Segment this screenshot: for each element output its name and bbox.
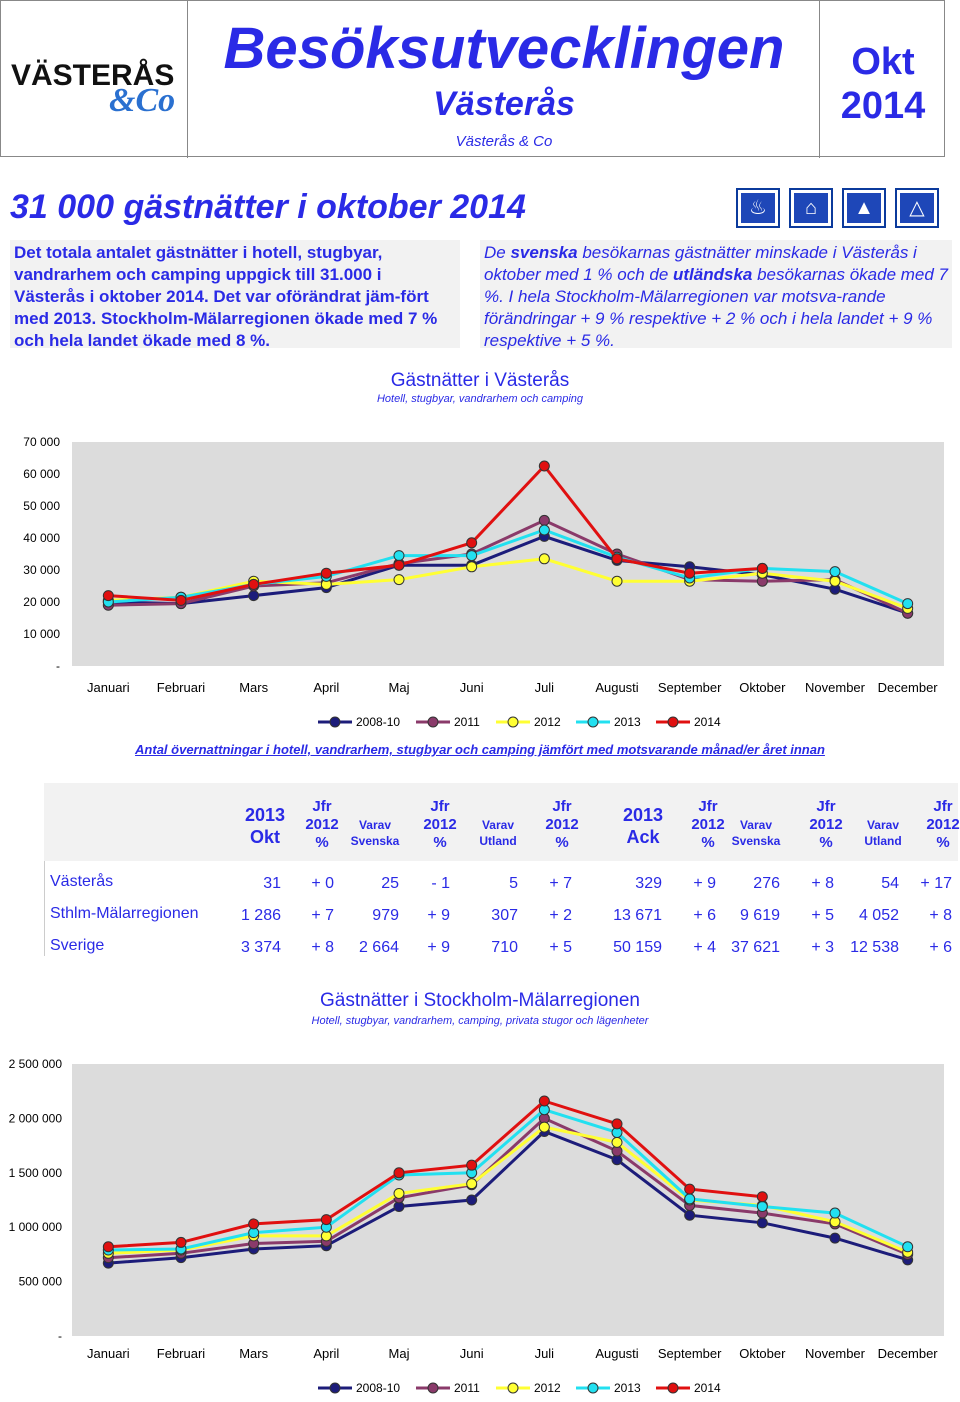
table-header-text: % bbox=[433, 834, 447, 851]
data-point bbox=[394, 551, 404, 561]
data-point bbox=[394, 575, 404, 585]
title-box bbox=[188, 1, 820, 158]
x-tick-label: April bbox=[313, 1346, 340, 1361]
data-point bbox=[103, 591, 113, 601]
period-month: Okt bbox=[851, 41, 915, 83]
y-tick-label: 1 500 000 bbox=[8, 1165, 62, 1180]
intro-left-text: Det totala antalet gästnätter i hotell, stugbyar, vandrarhem och camping uppgick till 31.000 i Västerås i oktober 2014. Det var oförändrat jäm-fört med 2013. Stockholm-Mälarregionen ökade med 7 % och hela landet ökade med 8 %. bbox=[10, 240, 460, 348]
table-cell: + 9 bbox=[693, 875, 716, 892]
table-row-label: Sverige bbox=[50, 937, 105, 954]
data-point bbox=[757, 1192, 767, 1202]
table-cell: - 1 bbox=[431, 875, 450, 892]
table-header-cell bbox=[716, 817, 796, 849]
x-tick-label: Augusti bbox=[595, 680, 639, 695]
table-header-text: % bbox=[315, 834, 329, 851]
data-point bbox=[685, 1210, 695, 1220]
x-tick-label: Juni bbox=[459, 1346, 484, 1361]
table-cell: 5 bbox=[509, 875, 518, 892]
logo-box bbox=[1, 1, 188, 158]
x-tick-label: Februari bbox=[156, 680, 206, 695]
legend-label: 2011 bbox=[454, 715, 480, 729]
x-tick-label: September bbox=[657, 680, 722, 695]
table-header-text: % bbox=[819, 834, 833, 851]
legend-label: 2008-10 bbox=[356, 1381, 401, 1395]
chart1-subtitle: Hotell, stugbyar, vandrarhem och camping bbox=[376, 393, 584, 405]
chart2-title: Gästnätter i Stockholm-Mälarregionen bbox=[320, 990, 640, 1011]
x-tick-label: December bbox=[877, 680, 938, 695]
table-cell: + 9 bbox=[427, 939, 450, 956]
x-tick-label: Juli bbox=[534, 680, 555, 695]
y-tick-label: 60 000 bbox=[23, 467, 60, 481]
legend-label: 2014 bbox=[694, 715, 721, 729]
table-header-text: Okt bbox=[249, 827, 280, 847]
table-cell: 710 bbox=[491, 939, 518, 956]
legend-marker bbox=[428, 717, 438, 727]
x-tick-label: November bbox=[805, 680, 865, 695]
table-cell: + 0 bbox=[311, 875, 334, 892]
plot-area bbox=[72, 442, 944, 666]
legend-label: 2014 bbox=[694, 1381, 721, 1395]
chart1-title: Gästnätter i Västerås bbox=[390, 370, 570, 391]
data-point bbox=[539, 525, 549, 535]
chart2-subtitle: Hotell, stugbyar, vandrarhem, camping, privata stugor och lägenheter bbox=[311, 1015, 649, 1027]
table-header-text: Varav bbox=[739, 818, 773, 832]
legend-marker bbox=[668, 1383, 678, 1393]
table-header-text: Svenska bbox=[350, 834, 400, 848]
data-point bbox=[394, 1188, 404, 1198]
data-point bbox=[830, 1233, 840, 1243]
data-point bbox=[757, 1218, 767, 1228]
data-point bbox=[612, 1137, 622, 1147]
data-point bbox=[249, 591, 259, 601]
table-header-text: 2012 bbox=[809, 816, 843, 833]
table-cell: 25 bbox=[381, 875, 399, 892]
table-header-text: Utland bbox=[479, 834, 517, 848]
table-cell: 9 619 bbox=[739, 907, 780, 924]
table-row-label: Västerås bbox=[50, 873, 114, 890]
data-point bbox=[467, 1179, 477, 1189]
legend-marker bbox=[330, 1383, 340, 1393]
y-tick-label: 40 000 bbox=[23, 531, 60, 545]
table-cell: + 6 bbox=[693, 907, 716, 924]
y-tick-label: 2 500 000 bbox=[8, 1057, 62, 1071]
y-tick-label: - bbox=[56, 659, 60, 673]
legend-label: 2013 bbox=[614, 715, 641, 729]
x-tick-label: Oktober bbox=[739, 1346, 786, 1361]
table-header-text: 2012 bbox=[691, 816, 725, 833]
data-point bbox=[612, 554, 622, 564]
table-header-text: Utland bbox=[864, 834, 902, 848]
data-point bbox=[539, 554, 549, 564]
table-cell: + 6 bbox=[929, 939, 952, 956]
legend-label: 2011 bbox=[454, 1381, 480, 1395]
table-header-text: Jfr bbox=[933, 798, 953, 815]
chart1-area bbox=[0, 430, 960, 735]
headline: 31 000 gästnätter i oktober 2014 bbox=[10, 188, 526, 226]
x-tick-label: April bbox=[313, 680, 340, 695]
hotel-icon: ♨ bbox=[736, 188, 780, 228]
x-tick-label: Augusti bbox=[595, 1346, 639, 1361]
data-point bbox=[612, 1119, 622, 1129]
data-point bbox=[539, 461, 549, 471]
y-tick-label: 1 000 000 bbox=[8, 1220, 62, 1235]
y-tick-label: 500 000 bbox=[18, 1274, 62, 1289]
data-point bbox=[685, 568, 695, 578]
table-cell: + 5 bbox=[549, 939, 572, 956]
data-point bbox=[903, 1242, 913, 1252]
logo-text: VÄSTERÅS bbox=[11, 59, 175, 92]
table-cell: + 2 bbox=[549, 907, 572, 924]
legend-label: 2013 bbox=[614, 1381, 641, 1395]
table-cell: + 7 bbox=[549, 875, 572, 892]
legend-marker bbox=[508, 1383, 518, 1393]
table-cell: + 8 bbox=[311, 939, 334, 956]
data-point bbox=[903, 599, 913, 609]
table-header-text: Jfr bbox=[698, 798, 718, 815]
table-cell: 50 159 bbox=[613, 939, 662, 956]
table-cell: 276 bbox=[753, 875, 780, 892]
y-tick-label: 2 000 000 bbox=[8, 1111, 62, 1126]
data-point bbox=[467, 1195, 477, 1205]
table-cell: + 8 bbox=[929, 907, 952, 924]
vasteras-co-logo bbox=[9, 49, 181, 119]
data-point bbox=[539, 1096, 549, 1106]
plot-area bbox=[72, 1064, 944, 1336]
table-header-text: % bbox=[936, 834, 950, 851]
table-header-text: 2013 bbox=[244, 805, 286, 825]
data-point bbox=[249, 579, 259, 589]
data-point bbox=[539, 515, 549, 525]
table-cell: 13 671 bbox=[613, 907, 662, 924]
legend-label: 2012 bbox=[534, 1381, 561, 1395]
table-cell: + 17 bbox=[920, 875, 952, 892]
data-point bbox=[830, 576, 840, 586]
table-header-text: 2012 bbox=[305, 816, 339, 833]
data-point bbox=[321, 568, 331, 578]
table-header-text: 2012 bbox=[926, 816, 960, 833]
table-cell: + 9 bbox=[427, 907, 450, 924]
chart2-area bbox=[0, 1050, 960, 1402]
data-point bbox=[830, 1208, 840, 1218]
table-header-cell bbox=[903, 798, 960, 852]
table-cell: 54 bbox=[881, 875, 899, 892]
x-tick-label: Januari bbox=[87, 680, 130, 695]
table-header-text: 2012 bbox=[545, 816, 579, 833]
table-cell: 1 286 bbox=[240, 907, 281, 924]
table-header-text: Varav bbox=[866, 818, 900, 832]
table-header-text: Jfr bbox=[816, 798, 836, 815]
data-point bbox=[103, 1242, 113, 1252]
x-tick-label: Mars bbox=[239, 1346, 269, 1361]
table-header-text: Jfr bbox=[312, 798, 332, 815]
main-title: Besöksutvecklingen bbox=[223, 16, 785, 81]
report-header bbox=[0, 0, 945, 157]
table-cell: 2 664 bbox=[358, 939, 399, 956]
table-caption: Antal övernattningar i hotell, vandrarhem, stugbyar och camping jämfört med motsvarande månad/er året innan bbox=[135, 742, 825, 757]
x-tick-label: Maj bbox=[388, 1346, 410, 1361]
table-header-text: Jfr bbox=[430, 798, 450, 815]
y-tick-label: 30 000 bbox=[23, 563, 60, 577]
table-cell: + 8 bbox=[811, 875, 834, 892]
legend-marker bbox=[508, 717, 518, 727]
y-tick-label: 50 000 bbox=[23, 499, 60, 513]
table-cell: 12 538 bbox=[850, 939, 899, 956]
legend-marker bbox=[588, 717, 598, 727]
table-header-text: Jfr bbox=[552, 798, 572, 815]
camping-icon: △ bbox=[895, 188, 939, 228]
table-cell: 307 bbox=[491, 907, 518, 924]
x-tick-label: Juni bbox=[459, 680, 484, 695]
data-point bbox=[612, 576, 622, 586]
data-point bbox=[394, 560, 404, 570]
data-point bbox=[830, 567, 840, 577]
x-tick-label: September bbox=[657, 1346, 722, 1361]
table-header-text: Ack bbox=[626, 827, 660, 847]
data-point bbox=[394, 1168, 404, 1178]
table-cell: + 4 bbox=[693, 939, 716, 956]
data-point bbox=[467, 562, 477, 572]
legend-marker bbox=[588, 1383, 598, 1393]
table-header-text: 2012 bbox=[423, 816, 457, 833]
data-point bbox=[539, 1122, 549, 1132]
legend-marker bbox=[668, 717, 678, 727]
table-cell: 37 621 bbox=[731, 939, 780, 956]
table-cell: + 3 bbox=[811, 939, 834, 956]
data-point bbox=[757, 563, 767, 573]
x-tick-label: November bbox=[805, 1346, 865, 1361]
data-point bbox=[321, 1215, 331, 1225]
y-tick-label: 20 000 bbox=[23, 595, 60, 609]
hostel-icon: ▲ bbox=[842, 188, 886, 228]
table-header-text: % bbox=[701, 834, 715, 851]
data-point bbox=[176, 595, 186, 605]
table-row-label: Sthlm-Mälarregionen bbox=[50, 905, 199, 922]
period-year: 2014 bbox=[840, 85, 926, 127]
data-point bbox=[467, 1160, 477, 1170]
x-tick-label: Februari bbox=[156, 1346, 206, 1361]
sub-title: Västerås bbox=[433, 85, 575, 123]
data-point bbox=[685, 1194, 695, 1204]
intro-right-text: De svenska besökarnas gästnätter minskade i Västerås i oktober med 1 % och de utländska besökarnas ökade med 7 %. I hela Stockholm-Mälarregionen var motsva-rande förändringar + 9 % respektive + 2 % och i hela landet + 9 % respektive + 5 %. bbox=[480, 240, 952, 348]
y-tick-label: 10 000 bbox=[23, 627, 60, 641]
legend-label: 2012 bbox=[534, 715, 561, 729]
legend-label: 2008-10 bbox=[356, 715, 401, 729]
data-point bbox=[249, 1219, 259, 1229]
table-header-text: Svenska bbox=[731, 834, 781, 848]
table-cell: + 7 bbox=[311, 907, 334, 924]
table-cell: + 5 bbox=[811, 907, 834, 924]
table-cell: 3 374 bbox=[240, 939, 281, 956]
x-tick-label: Januari bbox=[87, 1346, 130, 1361]
table-header-text: 2013 bbox=[622, 805, 664, 825]
table-header-text: Varav bbox=[358, 818, 392, 832]
logo-sub: &Co bbox=[109, 82, 176, 119]
cabin-icon: ⌂ bbox=[789, 188, 833, 228]
data-point bbox=[467, 551, 477, 561]
table-cell: 31 bbox=[263, 875, 281, 892]
y-tick-label: - bbox=[58, 1329, 62, 1343]
data-point bbox=[685, 1184, 695, 1194]
table-header-cell bbox=[522, 798, 602, 852]
table-header-text: Varav bbox=[481, 818, 515, 832]
table-cell: 4 052 bbox=[858, 907, 899, 924]
table-cell: 329 bbox=[635, 875, 662, 892]
x-tick-label: December bbox=[877, 1346, 938, 1361]
data-point bbox=[757, 1202, 767, 1212]
table-cell: 979 bbox=[372, 907, 399, 924]
legend-marker bbox=[428, 1383, 438, 1393]
x-tick-label: Maj bbox=[388, 680, 410, 695]
org-name: Västerås & Co bbox=[455, 133, 553, 150]
table-header-text: % bbox=[555, 834, 569, 851]
y-tick-label: 70 000 bbox=[23, 435, 60, 449]
data-point bbox=[176, 1237, 186, 1247]
x-tick-label: Oktober bbox=[739, 680, 786, 695]
x-tick-label: Juli bbox=[534, 1346, 555, 1361]
x-tick-label: Mars bbox=[239, 680, 269, 695]
data-point bbox=[467, 538, 477, 548]
legend-marker bbox=[330, 717, 340, 727]
